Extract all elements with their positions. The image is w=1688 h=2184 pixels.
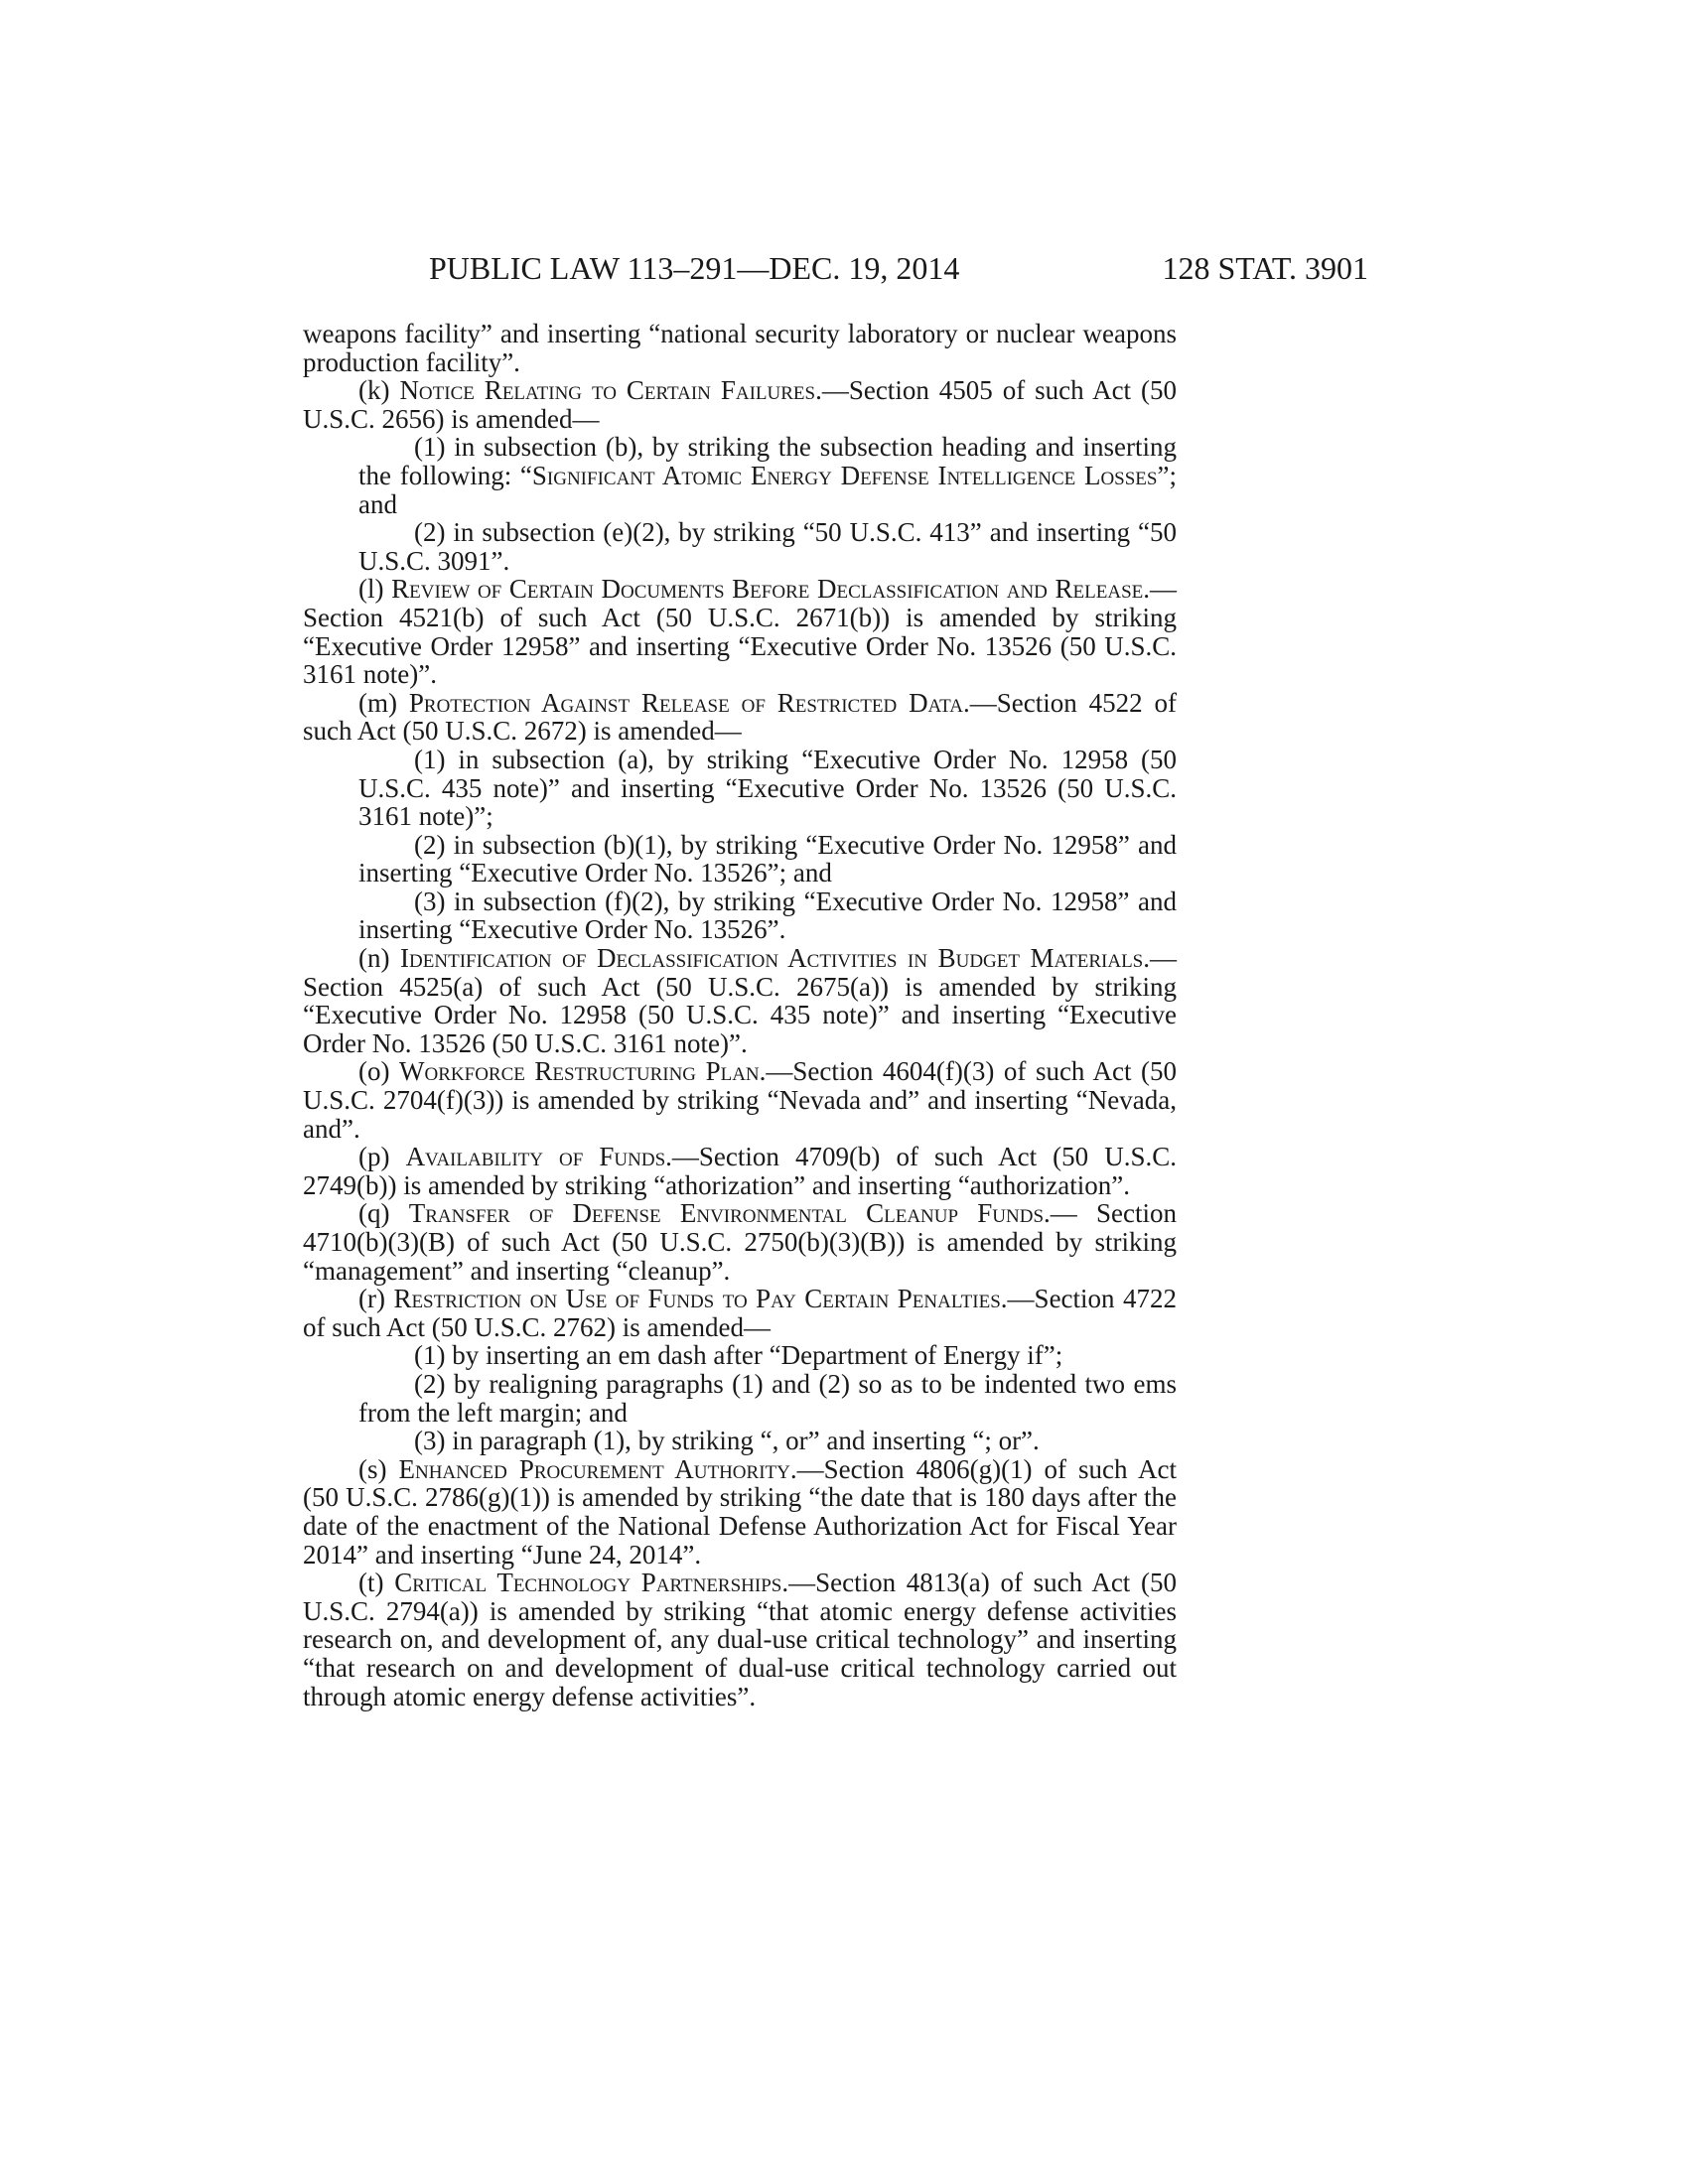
- paragraph: [303, 944, 1177, 1057]
- subsection-heading: Enhanced Procurement Authority: [398, 1453, 790, 1484]
- paragraph: [303, 1199, 1177, 1285]
- paragraph-text: (2) in subsection (b)(1), by striking “Executive Order No. 12958” and inserting “Executive Order No. 13526”; and: [358, 829, 1177, 888]
- page-stat-number: 128 STAT. 3901: [1162, 250, 1368, 286]
- paragraph: [303, 1427, 1177, 1455]
- paragraph-text: (1) in subsection (b), by striking the subsection heading and inserting the following: “: [358, 432, 1177, 490]
- subsection-label: (r): [358, 1284, 394, 1314]
- paragraph: [303, 1057, 1177, 1143]
- document-body: [303, 320, 1177, 1710]
- paragraph-text: .—Section 4521(b) of such Act (50 U.S.C. 2671(b)) is amended by striking “Executive Order 12958” and inserting “Executive Order No. 13526 (50 U.S.C. 3161 note)”.: [303, 574, 1178, 690]
- paragraph: [303, 689, 1177, 746]
- paragraph-text: .— Section 4710(b)(3)(B) of such Act (50 U.S.C. 2750(b)(3)(B)) is amended by striking “management” and inserting “cleanup”.: [303, 1198, 1177, 1286]
- subsection-label: (s): [358, 1453, 399, 1484]
- paragraph-text-tail: ”; and: [358, 460, 1177, 519]
- paragraph-text: (2) in subsection (e)(2), by striking “50 U.S.C. 413” and inserting “50 U.S.C. 3091”.: [358, 517, 1177, 576]
- paragraph: [303, 518, 1177, 575]
- paragraph-text: (3) in subsection (f)(2), by striking “Executive Order No. 12958” and inserting “Executive Order No. 13526”.: [358, 886, 1177, 945]
- paragraph: [303, 433, 1177, 518]
- paragraph: [303, 746, 1177, 831]
- paragraph-text: .—Section 4722 of such Act (50 U.S.C. 2762) is amended—: [303, 1284, 1177, 1342]
- paragraph: [303, 575, 1177, 688]
- subsection-label: (n): [358, 943, 401, 974]
- paragraph-text: .—Section 4604(f)(3) of such Act (50 U.S.C. 2704(f)(3)) is amended by striking “Nevada and” and inserting “Nevada, and”.: [303, 1056, 1177, 1144]
- subsection-label: (m): [358, 687, 409, 718]
- subsection-heading: Workforce Restructuring Plan: [399, 1056, 760, 1087]
- paragraph-text: (1) by inserting an em dash after “Department of Energy if”;: [414, 1340, 1063, 1371]
- subsection-label: (p): [358, 1142, 406, 1172]
- subsection-label: (o): [358, 1056, 400, 1087]
- paragraph: [303, 1455, 1177, 1569]
- subsection-label: (t): [358, 1568, 395, 1598]
- paragraph-text: .—Section 4806(g)(1) of such Act (50 U.S.C. 2786(g)(1)) is amended by striking “the date that is 180 days after the date of the enactment of the National Defense Authorization Act for Fiscal Year 2014” and inserting “June 24, 2014”.: [303, 1453, 1177, 1570]
- inserted-heading: Significant Atomic Energy Defense Intelligence Losses: [531, 460, 1158, 490]
- paragraph-text: .—Section 4709(b) of such Act (50 U.S.C. 2749(b)) is amended by striking “athorization” and inserting “authorization”.: [303, 1142, 1177, 1200]
- subsection-label: (k): [358, 375, 400, 406]
- paragraph-text: (1) in subsection (a), by striking “Executive Order No. 12958 (50 U.S.C. 435 note)” and inserting “Executive Order No. 13526 (50 U.S.C. 3161 note)”;: [358, 744, 1177, 832]
- paragraph: [303, 1341, 1177, 1370]
- subsection-label: (l): [358, 574, 392, 605]
- page-header: [429, 248, 1368, 288]
- paragraph: [303, 1143, 1177, 1199]
- paragraph-text: .—Section 4522 of such Act (50 U.S.C. 2672) is amended—: [303, 687, 1177, 747]
- running-head-title: PUBLIC LAW 113–291—DEC. 19, 2014: [429, 250, 960, 286]
- subsection-heading: Transfer of Defense Environmental Cleanup Funds: [408, 1198, 1045, 1229]
- paragraph-text: (2) by realigning paragraphs (1) and (2) so as to be indented two ems from the left margin; and: [358, 1368, 1177, 1428]
- subsection-heading: Critical Technology Partnerships: [394, 1568, 782, 1598]
- paragraph: [303, 1569, 1177, 1710]
- paragraph: [303, 1285, 1177, 1341]
- paragraph-text: weapons facility” and inserting “national security laboratory or nuclear weapons production facility”.: [303, 319, 1177, 377]
- paragraph: [303, 376, 1177, 433]
- paragraph-text: (3) in paragraph (1), by striking “, or” and inserting “; or”.: [414, 1426, 1040, 1456]
- paragraph: [303, 831, 1177, 887]
- subsection-heading: Identification of Declassification Activities in Budget Materials: [400, 943, 1144, 974]
- paragraph-text: .—Section 4525(a) of such Act (50 U.S.C. 2675(a)) is amended by striking “Executive Order No. 12958 (50 U.S.C. 435 note)” and inserting “Executive Order No. 13526 (50 U.S.C. 3161 note)”.: [303, 943, 1178, 1058]
- subsection-heading: Availability of Funds: [405, 1142, 666, 1172]
- subsection-heading: Restriction on Use of Funds to Pay Certain Penalties: [393, 1284, 1001, 1314]
- paragraph: [303, 320, 1177, 376]
- paragraph: [303, 887, 1177, 944]
- paragraph-text: .—Section 4505 of such Act (50 U.S.C. 2656) is amended—: [303, 375, 1177, 434]
- subsection-label: (q): [358, 1198, 409, 1229]
- subsection-heading: Notice Relating to Certain Failures: [399, 375, 816, 406]
- paragraph-text: .—Section 4813(a) of such Act (50 U.S.C. 2794(a)) is amended by striking “that atomic energy defense activities research on, and development of, any dual-use critical technology” and inserting “that research on and development of dual-use critical technology carried out through atomic energy defense activities”.: [303, 1568, 1177, 1711]
- paragraph: [303, 1370, 1177, 1427]
- subsection-heading: Review of Certain Documents Before Declassification and Release: [391, 574, 1144, 605]
- subsection-heading: Protection Against Release of Restricted Data: [408, 687, 963, 718]
